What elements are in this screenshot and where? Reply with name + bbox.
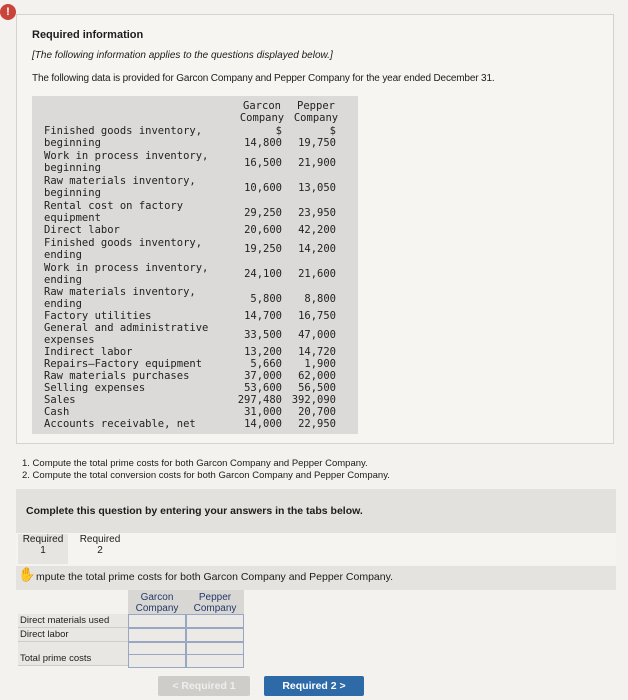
direct-labor-pepper-input[interactable] (186, 628, 244, 642)
pepper-value: 1,900 (304, 358, 336, 370)
question-list (22, 458, 390, 482)
answer-col-garcon: Garcon Company (135, 592, 179, 614)
answer-col-pepper: Pepper Company (193, 592, 237, 614)
data-row-label: Sales (44, 394, 76, 406)
data-row-label: Work in process inventory, ending (44, 262, 209, 286)
next-required-2-button[interactable]: Required 2 > (264, 676, 364, 696)
pepper-value: 16,750 (298, 310, 336, 322)
col-header-pepper: Pepper Company (293, 100, 339, 124)
garcon-value: 14,800 (244, 137, 282, 149)
pepper-value: 47,000 (298, 329, 336, 341)
data-row-label: Cash (44, 406, 70, 418)
garcon-value: 33,500 (244, 329, 282, 341)
pepper-value: 14,720 (298, 346, 336, 358)
direct-materials-pepper-input[interactable] (186, 614, 244, 628)
instruction-text: Complete this question by entering your answers in the tabs below. (26, 505, 363, 517)
data-row-label: Rental cost on factory equipment (44, 200, 184, 224)
total-prime-pepper-input[interactable] (186, 654, 244, 668)
info-description: The following data is provided for Garcon Company and Pepper Company for the year ended December 31. (32, 73, 495, 84)
previous-required-1-button[interactable]: < Required 1 (158, 676, 250, 696)
answer-row-label: Direct labor (18, 628, 128, 642)
garcon-value: 14,000 (244, 418, 282, 430)
data-row-label: Direct labor (44, 224, 120, 236)
pepper-value: 392,090 (291, 394, 336, 406)
col-header-garcon: Garcon Company (239, 100, 285, 124)
garcon-value: 13,200 (244, 346, 282, 358)
data-row-label: Finished goods inventory, beginning (44, 125, 203, 149)
pepper-value: 13,050 (298, 182, 336, 194)
pepper-value: 8,800 (304, 293, 336, 305)
currency-garcon: $ (275, 125, 282, 137)
pepper-value: 21,600 (298, 268, 336, 280)
garcon-value: 14,700 (244, 310, 282, 322)
direct-labor-garcon-input[interactable] (128, 628, 186, 642)
currency-pepper: $ (329, 125, 336, 137)
garcon-value: 5,660 (250, 358, 282, 370)
data-row-label: Work in process inventory, beginning (44, 150, 209, 174)
pepper-value: 21,900 (298, 157, 336, 169)
data-row-label: Factory utilities (44, 310, 152, 322)
info-title: Required information (32, 29, 144, 41)
data-row-label: Raw materials inventory, beginning (44, 175, 196, 199)
garcon-value: 24,100 (244, 268, 282, 280)
pepper-value: 19,750 (298, 137, 336, 149)
pepper-value: 22,950 (298, 418, 336, 430)
data-row-label: Accounts receivable, net (44, 418, 196, 430)
garcon-value: 53,600 (244, 382, 282, 394)
data-row-label: Selling expenses (44, 382, 146, 394)
data-row-label: General and administrative expenses (44, 322, 209, 346)
garcon-value: 19,250 (244, 243, 282, 255)
tab-required-2[interactable]: Required 2 (79, 534, 121, 556)
tab-required-1[interactable]: Required 1 (18, 534, 68, 564)
pepper-value: 62,000 (298, 370, 336, 382)
garcon-value: 10,600 (244, 182, 282, 194)
pepper-value: 56,500 (298, 382, 336, 394)
garcon-value: 16,500 (244, 157, 282, 169)
data-row-label: Raw materials purchases (44, 370, 190, 382)
garcon-value: 29,250 (244, 207, 282, 219)
data-row-label: Repairs—Factory equipment (44, 358, 203, 370)
garcon-value: 5,800 (250, 293, 282, 305)
data-row-label: Finished goods inventory, ending (44, 237, 203, 261)
answer-row-label: Direct materials used (18, 614, 128, 628)
garcon-value: 31,000 (244, 406, 282, 418)
data-row-label: Indirect labor (44, 346, 133, 358)
direct-materials-garcon-input[interactable] (128, 614, 186, 628)
total-prime-garcon-input[interactable] (128, 654, 186, 668)
garcon-value: 20,600 (244, 224, 282, 236)
question-2: 2. Compute the total conversion costs for both Garcon Company and Pepper Company. (22, 470, 390, 481)
answer-row-label: Total prime costs (18, 652, 128, 666)
question-1: 1. Compute the total prime costs for both Garcon Company and Pepper Company. (22, 458, 368, 469)
data-row-label: Raw materials inventory, ending (44, 286, 196, 310)
pepper-value: 42,200 (298, 224, 336, 236)
garcon-value: 297,480 (237, 394, 282, 406)
prompt-text: mpute the total prime costs for both Garcon Company and Pepper Company. (36, 571, 393, 583)
garcon-value: 37,000 (244, 370, 282, 382)
answer-table-header (128, 590, 244, 614)
pepper-value: 23,950 (298, 207, 336, 219)
info-subtitle: [The following information applies to the questions displayed below.] (32, 50, 333, 61)
alert-icon: ! (0, 4, 16, 20)
hand-cursor-icon: ✋ (18, 566, 36, 582)
pepper-value: 20,700 (298, 406, 336, 418)
pepper-value: 14,200 (298, 243, 336, 255)
